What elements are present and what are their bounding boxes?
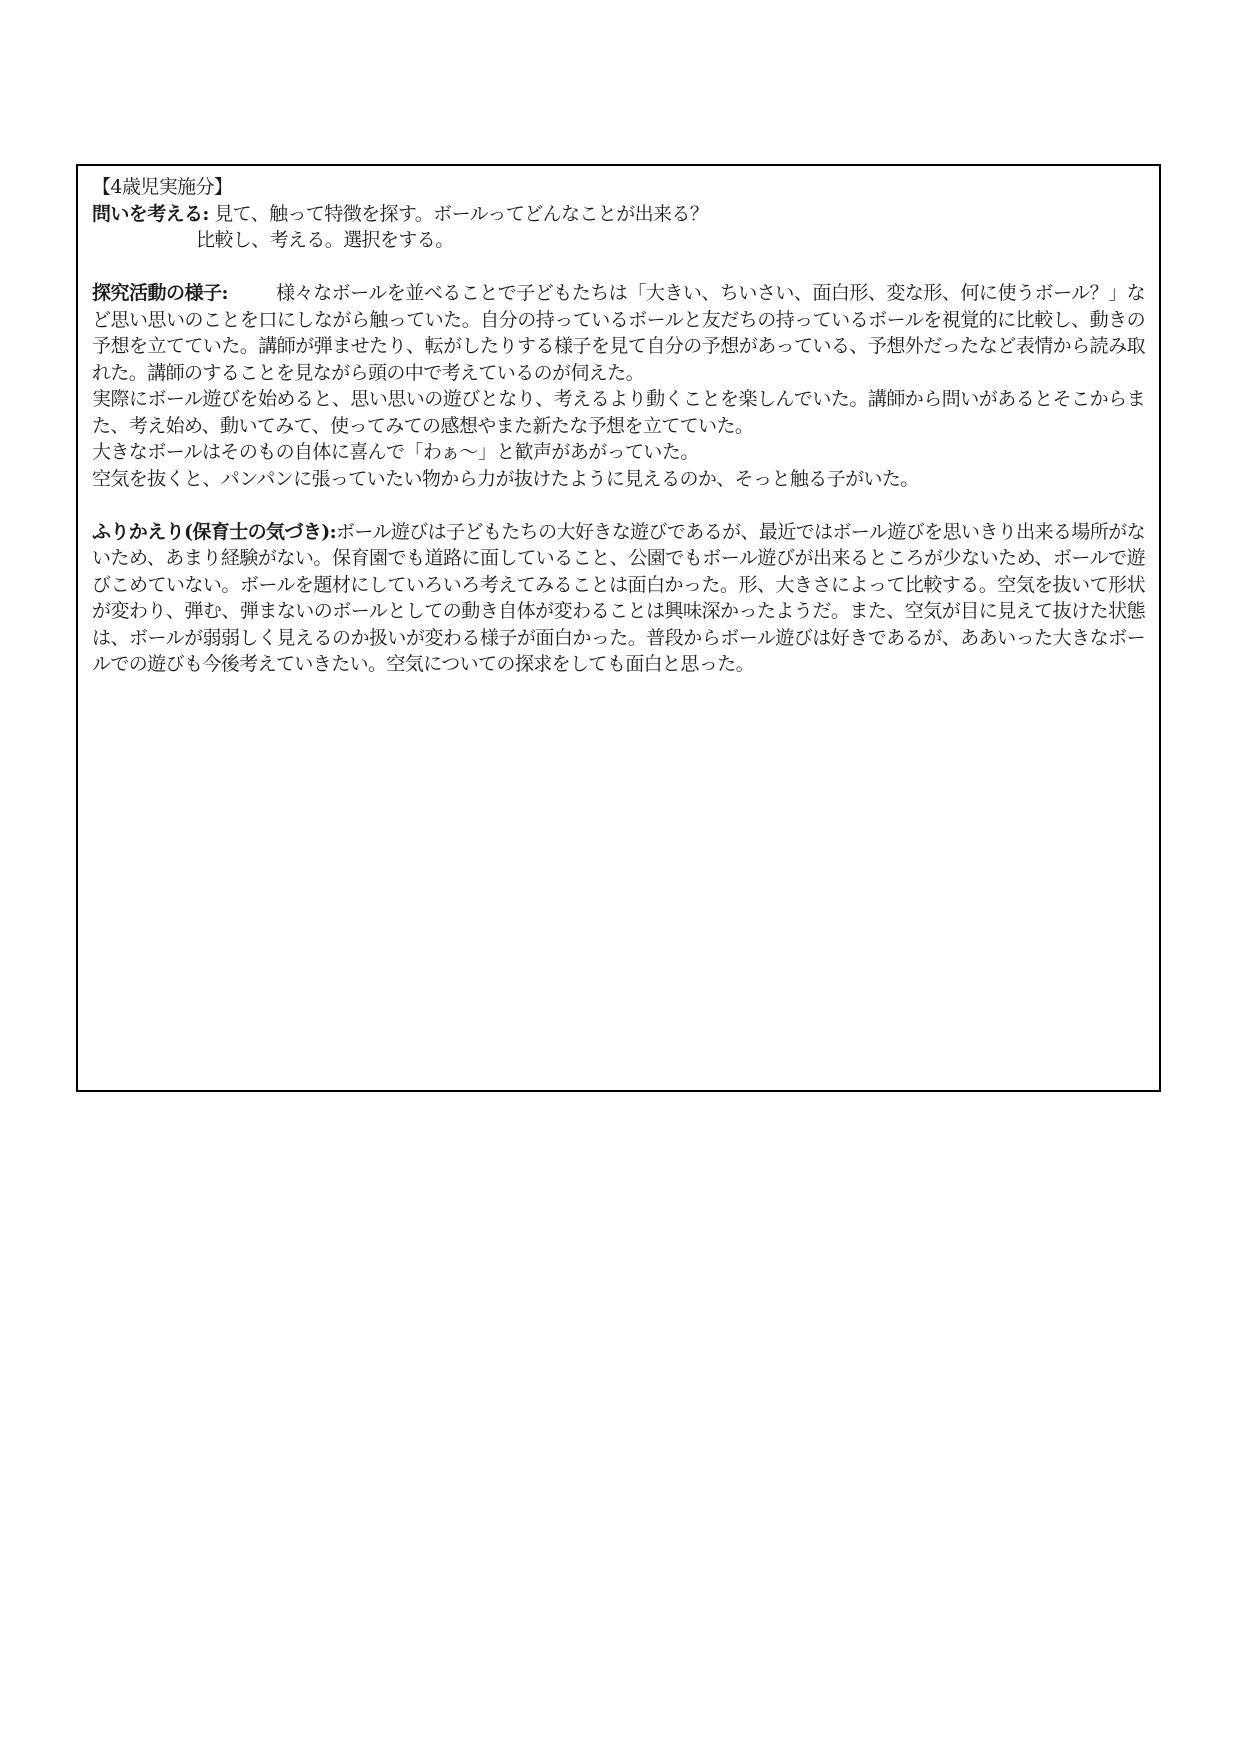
inquiry-text-1: 様々なボールを並べることで子どもたちは「大きい、ちいさい、面白形、変な形、何に使うボール？」など思い思いのことを口にしながら触っていた。自分の持っているボールと友だちの持っているボールを視覚的に比較し、動きの予想を立てていた。講師が弾ませたり、転がしたりする様子を見て自分の予想があっている、予想外だったなど表情から読み取れた。講師のすることを見ながら頭の中で考えているのが伺えた。 bbox=[92, 282, 1146, 384]
report-content bbox=[92, 174, 1145, 678]
report-box bbox=[76, 164, 1161, 1092]
question-row bbox=[92, 201, 1145, 228]
spacer bbox=[92, 492, 1145, 519]
inquiry-paragraph-1 bbox=[92, 280, 1145, 386]
question-line-1: 見て、触って特徴を探す。ボールってどんなことが出来る？ bbox=[208, 202, 709, 225]
inquiry-paragraph-2: 実際にボール遊びを始めると、思い思いの遊びとなり、考えるより動くことを楽しんでいた。講師から問いがあるとそこからまた、考え始め、動いてみて、使ってみての感想やまた新たな予想を立てていた。 bbox=[92, 388, 1145, 437]
inquiry-paragraph-3: 大きなボールはそのもの自体に喜んで「わぁ～」と歓声があがっていた。 bbox=[92, 441, 699, 463]
spacer bbox=[92, 254, 1145, 281]
question-label: 問いを考える: bbox=[92, 202, 209, 225]
reflection-text: ボール遊びは子どもたちの大好きな遊びであるが、最近ではボール遊びを思いきり出来る場所がないため、あまり経験がない。保育園でも道路に面していること、公園でもボール遊びが出来るところが少ないため、ボールで遊びこめていない。ボールを題材にしていろいろ考えてみることは面白かった。形、大きさによって比較する。空気を抜いて形状が変わり、弾む、弾まないのボールとしての動き自体が変わることは興味深かったようだ。また、空気が目に見えて抜けた状態は、ボールが弱弱しく見えるのか扱いが変わる様子が面白かった。普段からボール遊びは好きであるが、ああいった大きなボールでの遊びも今後考えていきたい。空気についての探求をしても面白と思った。 bbox=[92, 520, 1145, 675]
section-title: 【4歳児実施分】 bbox=[92, 176, 233, 198]
reflection-paragraph bbox=[92, 519, 1145, 678]
question-line-2: 比較し、考える。選択をする。 bbox=[196, 229, 454, 251]
inquiry-paragraph-4: 空気を抜くと、パンパンに張っていたい物から力が抜けたように見えるのか、そっと触る子がいた。 bbox=[92, 467, 919, 490]
reflection-label: ふりかえり(保育士の気づき): bbox=[92, 520, 337, 543]
inquiry-label: 探究活動の様子: bbox=[92, 282, 228, 304]
